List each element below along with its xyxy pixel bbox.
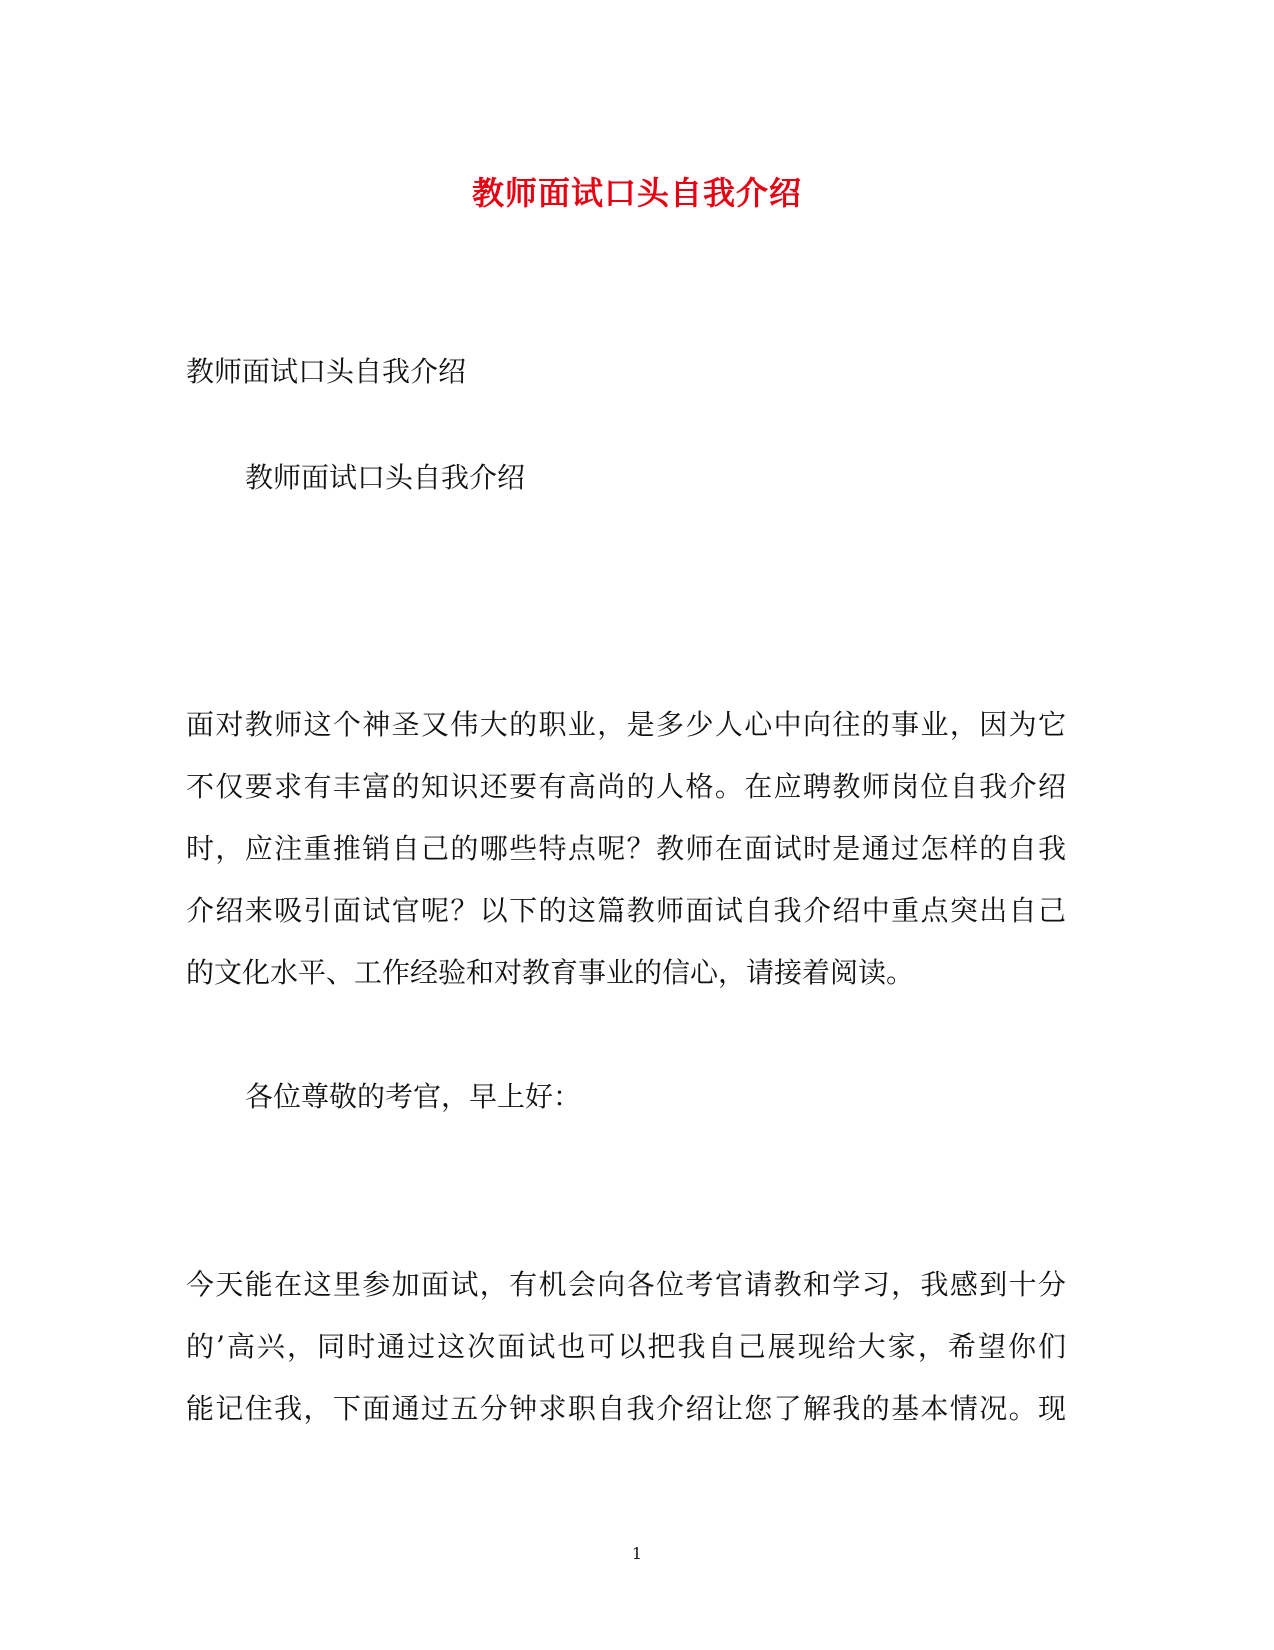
page-number: 1 <box>631 1544 643 1563</box>
intro-line: 介绍来吸引面试官呢？以下的这篇教师面试自我介绍中重点突出自己 <box>186 894 1066 927</box>
intro-line: 的文化水平、工作经验和对教育事业的信心，请接着阅读。 <box>186 956 915 989</box>
intro-line: 面对教师这个神圣又伟大的职业，是多少人心中向往的事业，因为它 <box>186 708 1066 741</box>
document-title: 教师面试口头自我介绍 <box>471 174 802 212</box>
intro-line: 不仅要求有丰富的知识还要有高尚的人格。在应聘教师岗位自我介绍 <box>186 770 1066 803</box>
body-line: 的’高兴，同时通过这次面试也可以把我自己展现给大家，希望你们 <box>186 1330 1066 1363</box>
intro-line: 时，应注重推销自己的哪些特点呢？教师在面试时是通过怎样的自我 <box>186 832 1066 865</box>
greeting-line: 各位尊敬的考官，早上好： <box>245 1080 582 1113</box>
body-line: 能记住我，下面通过五分钟求职自我介绍让您了解我的基本情况。现 <box>186 1392 1066 1425</box>
heading-line: 教师面试口头自我介绍 <box>186 355 467 388</box>
body-line: 今天能在这里参加面试，有机会向各位考官请教和学习，我感到十分 <box>186 1268 1066 1301</box>
subheading-line: 教师面试口头自我介绍 <box>245 461 526 494</box>
